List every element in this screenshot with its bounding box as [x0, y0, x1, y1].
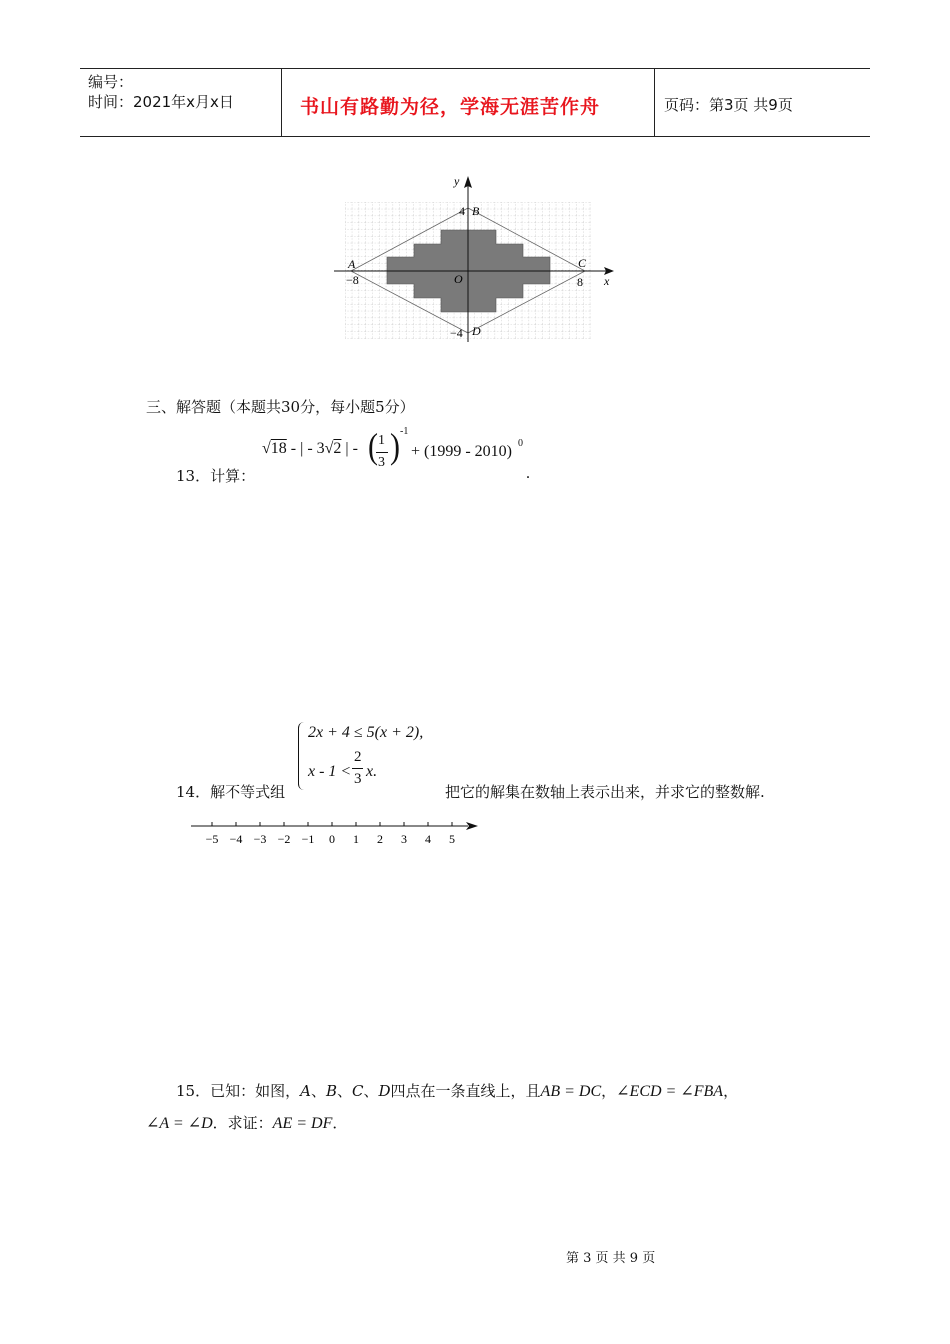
- q15-cond1: AB = DC: [540, 1083, 602, 1100]
- footer-page-number: 第 3 页 共 9 页: [566, 1251, 656, 1266]
- q15-sep3: 、: [363, 1082, 379, 1100]
- q15-collinear: 四点在一条直线上，且: [390, 1082, 541, 1100]
- q15-cond2: ∠ECD = ∠FBA: [616, 1083, 724, 1100]
- q13-end: .: [526, 465, 530, 482]
- point-b-label: B: [472, 204, 480, 218]
- point-d-label: D: [472, 324, 481, 338]
- q15-goal: AE = DF: [272, 1115, 333, 1132]
- q15-sep1: 、: [310, 1082, 326, 1100]
- q15-line1: [176, 1080, 738, 1101]
- sqrt-symbol-2: √: [324, 440, 334, 457]
- header-divider-left: [281, 68, 282, 136]
- q13-expression: [262, 440, 358, 480]
- q14-tail: 把它的解集在数轴上表示出来，并求它的整数解.: [445, 783, 765, 801]
- tick-x-left: −8: [346, 273, 359, 287]
- q15-comma2: ，: [723, 1082, 739, 1100]
- q13-paren-left: (: [368, 426, 378, 467]
- q13-frac-num: 1: [378, 433, 385, 448]
- number-line-label: −5: [205, 832, 219, 846]
- section-heading: 三、解答题（本题共30分，每小题5分）: [146, 398, 415, 416]
- q14-ineq1: 2x + 4 ≤ 5(x + 2),: [308, 724, 424, 741]
- header-top-border: [80, 68, 870, 69]
- number-line-label: −4: [229, 832, 243, 846]
- q14-brace: [298, 722, 305, 790]
- q13-plus: +: [411, 443, 421, 460]
- q15-line2: [146, 1112, 347, 1133]
- number-line-label: −1: [301, 832, 315, 846]
- q14-ineq2-right: x.: [366, 763, 378, 780]
- q13-radicand-b: 2: [333, 440, 342, 457]
- header-number-label: 编号：: [88, 73, 134, 91]
- q13-exp-neg1: -1: [400, 426, 409, 437]
- number-line-label: −2: [277, 832, 291, 846]
- q15-point-a: A: [300, 1082, 311, 1100]
- number-line-label: 3: [401, 832, 407, 846]
- point-c-label: C: [578, 256, 587, 270]
- header-bottom-border: [80, 136, 870, 137]
- q15-sep2: 、: [336, 1082, 352, 1100]
- q14-frac-den: 3: [354, 771, 362, 787]
- tick-x-right: 8: [577, 275, 583, 289]
- number-line: [188, 815, 483, 855]
- q13-exp-zero: 0: [518, 438, 523, 449]
- header-page-label: 页码：第3页 共9页: [664, 96, 793, 114]
- q13-abs-close: | -: [345, 440, 358, 457]
- origin-label: O: [454, 272, 463, 286]
- x-axis-label: x: [604, 274, 610, 288]
- q13-label: 13．计算：: [176, 467, 256, 485]
- q14-frac-num: 2: [354, 749, 362, 765]
- tick-y-bottom: −4: [450, 326, 463, 340]
- header-date-label: 时间：2021年x月x日: [88, 93, 234, 111]
- header-divider-right: [654, 68, 655, 136]
- header-motto: 书山有路勤为径，学海无涯苦作舟: [300, 96, 601, 118]
- number-line-label: 1: [353, 832, 359, 846]
- number-line-label: 4: [425, 832, 431, 846]
- q13-frac-den: 3: [378, 455, 385, 470]
- q15-end: ．: [332, 1114, 348, 1132]
- q13-radicand-a: 18: [270, 440, 287, 457]
- sqrt-symbol: √: [262, 440, 271, 457]
- number-line-label: 0: [329, 832, 335, 846]
- q15-prove-label: ．求证：: [212, 1114, 273, 1132]
- coordinate-figure: [330, 170, 620, 350]
- number-line-label: 5: [449, 832, 455, 846]
- q15-point-d: D: [378, 1082, 391, 1100]
- q14-frac-bar: [352, 768, 363, 769]
- q13-paren-right: ): [390, 426, 400, 467]
- point-a-label: A: [348, 257, 356, 271]
- q14-label: 14．解不等式组: [176, 783, 286, 801]
- number-line-label: 2: [377, 832, 383, 846]
- q13-frac-bar: [376, 452, 388, 453]
- q15-point-b: B: [325, 1082, 337, 1100]
- q13-abs-open: | - 3: [300, 440, 325, 457]
- q15-cond3: ∠A = ∠D: [146, 1115, 213, 1132]
- tick-y-top: 4: [459, 204, 465, 218]
- q13-minus: -: [290, 440, 297, 457]
- q15-comma1: ，: [601, 1082, 617, 1100]
- q14-ineq2-left: x - 1 <: [308, 763, 352, 780]
- q15-intro: 15．已知：如图，: [176, 1082, 301, 1100]
- number-line-label: −3: [253, 832, 267, 846]
- q13-paren-expr: (1999 - 2010): [424, 443, 512, 460]
- q15-point-c: C: [352, 1082, 364, 1100]
- y-axis-label: y: [454, 174, 460, 188]
